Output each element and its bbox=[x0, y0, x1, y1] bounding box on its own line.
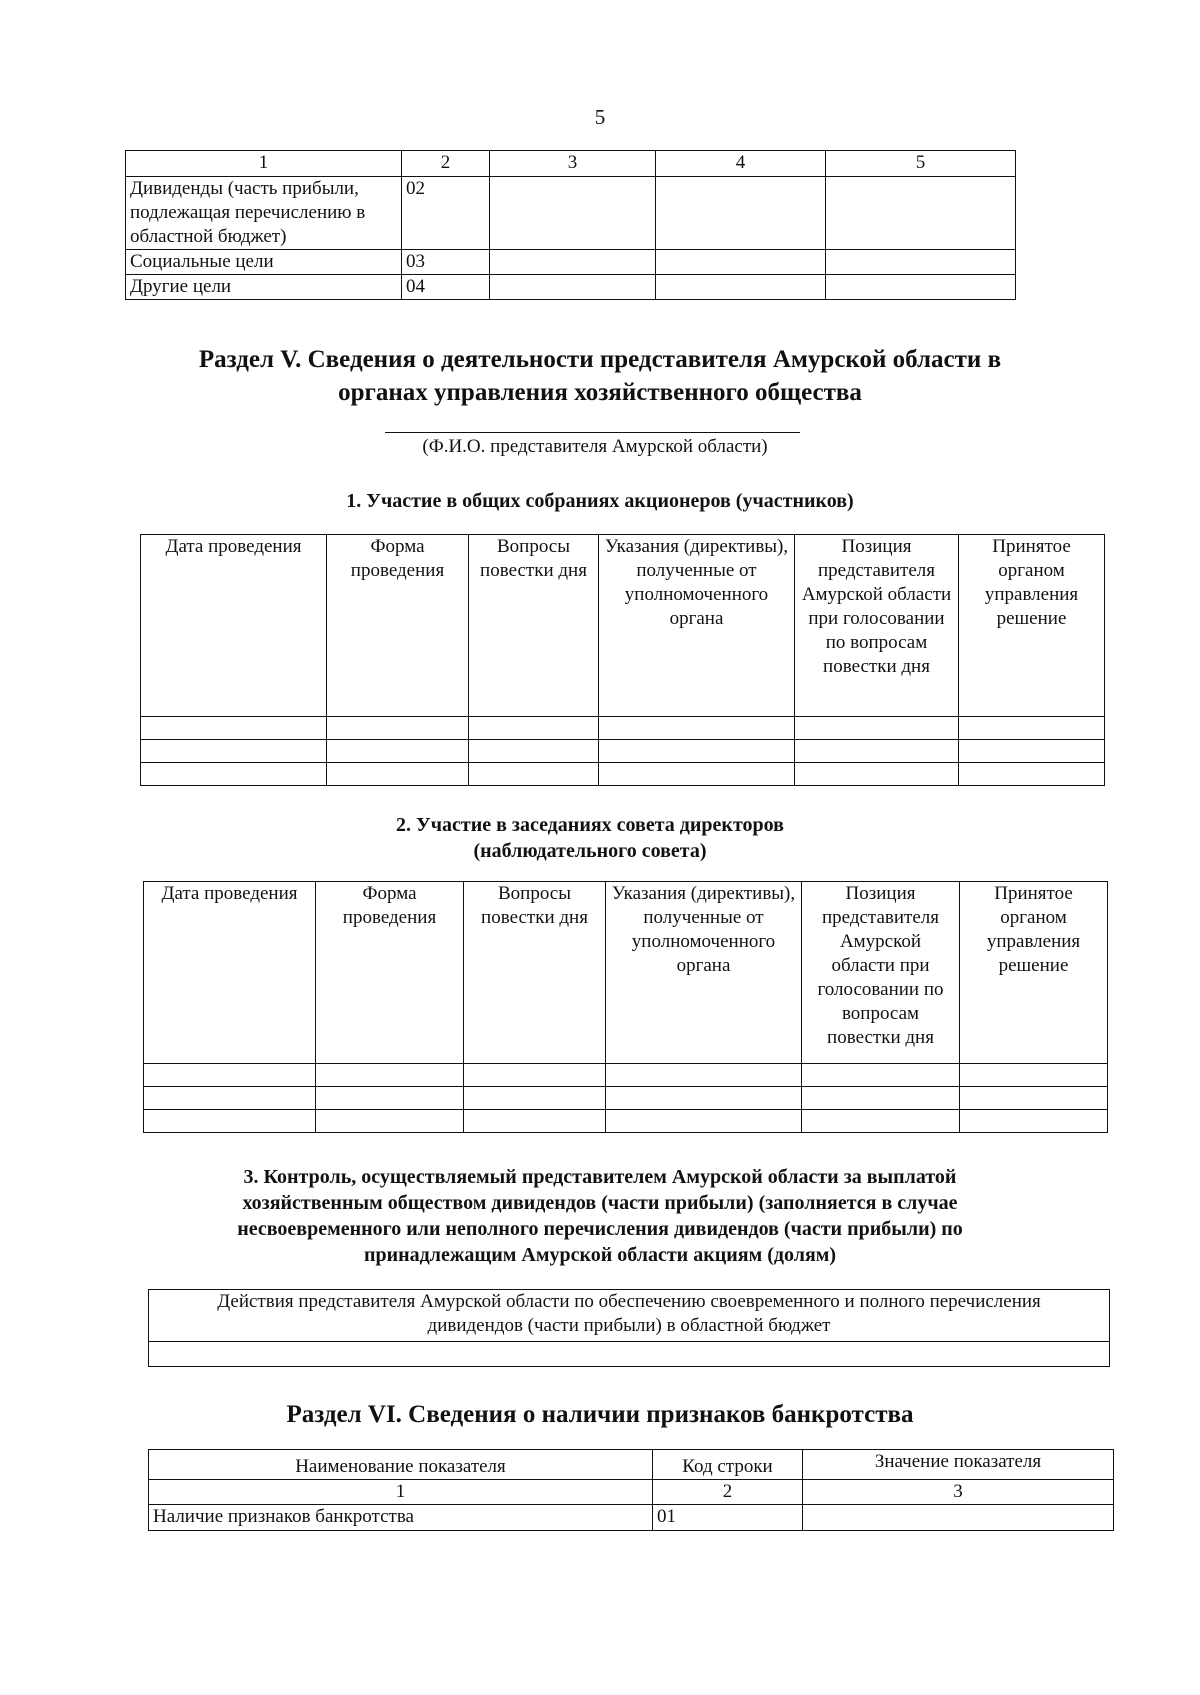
top-table bbox=[125, 150, 1016, 300]
table-row bbox=[144, 1110, 1108, 1133]
row-name: Другие цели bbox=[126, 275, 402, 300]
subsection3-title-line: принадлежащим Амурской области акциям (долям) bbox=[363, 1244, 837, 1266]
row-code: 01 bbox=[653, 1505, 803, 1531]
empty-cell bbox=[826, 177, 1016, 250]
table-row bbox=[141, 740, 1105, 763]
table-row bbox=[144, 1064, 1108, 1087]
row-value bbox=[803, 1505, 1114, 1531]
table-row bbox=[149, 1505, 1114, 1531]
row-name: Дивиденды (часть прибыли, подлежащая перечислению в областной бюджет) bbox=[126, 177, 402, 250]
section5-title-line1: Раздел V. Сведения о деятельности представителя Амурской области в bbox=[198, 346, 1002, 373]
col-number: 2 bbox=[653, 1480, 803, 1505]
empty-cell bbox=[490, 177, 656, 250]
col-header-directives: Указания (директивы), полученные от уполномоченного органа bbox=[599, 535, 795, 717]
subsection3-title-line: несвоевременного или неполного перечисления дивидендов (части прибыли) по bbox=[237, 1218, 963, 1240]
row-code: 03 bbox=[402, 250, 490, 275]
bankruptcy-table bbox=[148, 1449, 1114, 1531]
col-header-agenda: Вопросы повестки дня bbox=[464, 882, 606, 1064]
empty-cell bbox=[656, 250, 826, 275]
col-number: 1 bbox=[149, 1480, 653, 1505]
fio-caption: (Ф.И.О. представителя Амурской области) bbox=[422, 436, 768, 457]
col-number: 3 bbox=[490, 151, 656, 177]
table-row bbox=[126, 275, 1016, 300]
board-meetings-table bbox=[143, 881, 1108, 1133]
col-number: 2 bbox=[402, 151, 490, 177]
col-header-directives: Указания (директивы), полученные от уполномоченного органа bbox=[606, 882, 802, 1064]
table-row bbox=[126, 177, 1016, 250]
col-header-agenda: Вопросы повестки дня bbox=[469, 535, 599, 717]
table-row bbox=[144, 1087, 1108, 1110]
col-header-date: Дата проведения bbox=[141, 535, 327, 717]
table-row bbox=[126, 250, 1016, 275]
subsection3-title-line: хозяйственным обществом дивидендов (части прибыли) (заполняется в случае bbox=[242, 1192, 958, 1214]
subsection2-title bbox=[0, 812, 1190, 864]
fio-underline bbox=[385, 432, 800, 433]
row-code: 04 bbox=[402, 275, 490, 300]
empty-cell bbox=[490, 275, 656, 300]
table-row bbox=[149, 1342, 1110, 1367]
dividend-control-table bbox=[148, 1289, 1110, 1367]
control-header: Действия представителя Амурской области по обеспечению своевременного и полного перечисления дивидендов (части прибыли) в областной бюджет bbox=[149, 1290, 1110, 1342]
subsection2-title-line1: 2. Участие в заседаниях совета директоров bbox=[396, 814, 784, 836]
subsection3-title-line: 3. Контроль, осуществляемый представителем Амурской области за выплатой bbox=[243, 1166, 957, 1188]
row-code: 02 bbox=[402, 177, 490, 250]
page-number: 5 bbox=[594, 105, 606, 129]
empty-cell bbox=[656, 177, 826, 250]
col-number: 4 bbox=[656, 151, 826, 177]
col-header-indicator: Наименование показателя bbox=[149, 1450, 653, 1480]
col-header-date: Дата проведения bbox=[144, 882, 316, 1064]
empty-cell bbox=[826, 250, 1016, 275]
col-header-form: Форма проведения bbox=[327, 535, 469, 717]
empty-cell bbox=[490, 250, 656, 275]
table-row bbox=[141, 763, 1105, 786]
empty-cell bbox=[656, 275, 826, 300]
col-header-decision: Принятое органом управления решение bbox=[959, 535, 1105, 717]
section5-title bbox=[0, 343, 1200, 409]
subsection1-title: 1. Участие в общих собраниях акционеров (участников) bbox=[346, 490, 854, 512]
shareholder-meetings-table bbox=[140, 534, 1105, 786]
row-name: Социальные цели bbox=[126, 250, 402, 275]
col-header-value: Значение показателя bbox=[803, 1450, 1114, 1480]
subsection2-title-line2: (наблюдательного совета) bbox=[473, 840, 707, 862]
subsection3-title bbox=[0, 1164, 1200, 1268]
table-row bbox=[141, 717, 1105, 740]
col-header-position: Позиция представителя Амурской области при голосовании по вопросам повестки дня bbox=[795, 535, 959, 717]
row-name: Наличие признаков банкротства bbox=[149, 1505, 653, 1531]
section5-title-line2: органах управления хозяйственного общества bbox=[338, 379, 862, 406]
col-header-position: Позиция представителя Амурской области при голосовании по вопросам повестки дня bbox=[802, 882, 960, 1064]
col-number: 5 bbox=[826, 151, 1016, 177]
col-number: 3 bbox=[803, 1480, 1114, 1505]
col-header-decision: Принятое органом управления решение bbox=[960, 882, 1108, 1064]
col-number: 1 bbox=[126, 151, 402, 177]
section6-title: Раздел VI. Сведения о наличии признаков банкротства bbox=[286, 1401, 914, 1428]
col-header-form: Форма проведения bbox=[316, 882, 464, 1064]
col-header-code: Код строки bbox=[653, 1450, 803, 1480]
empty-cell bbox=[826, 275, 1016, 300]
